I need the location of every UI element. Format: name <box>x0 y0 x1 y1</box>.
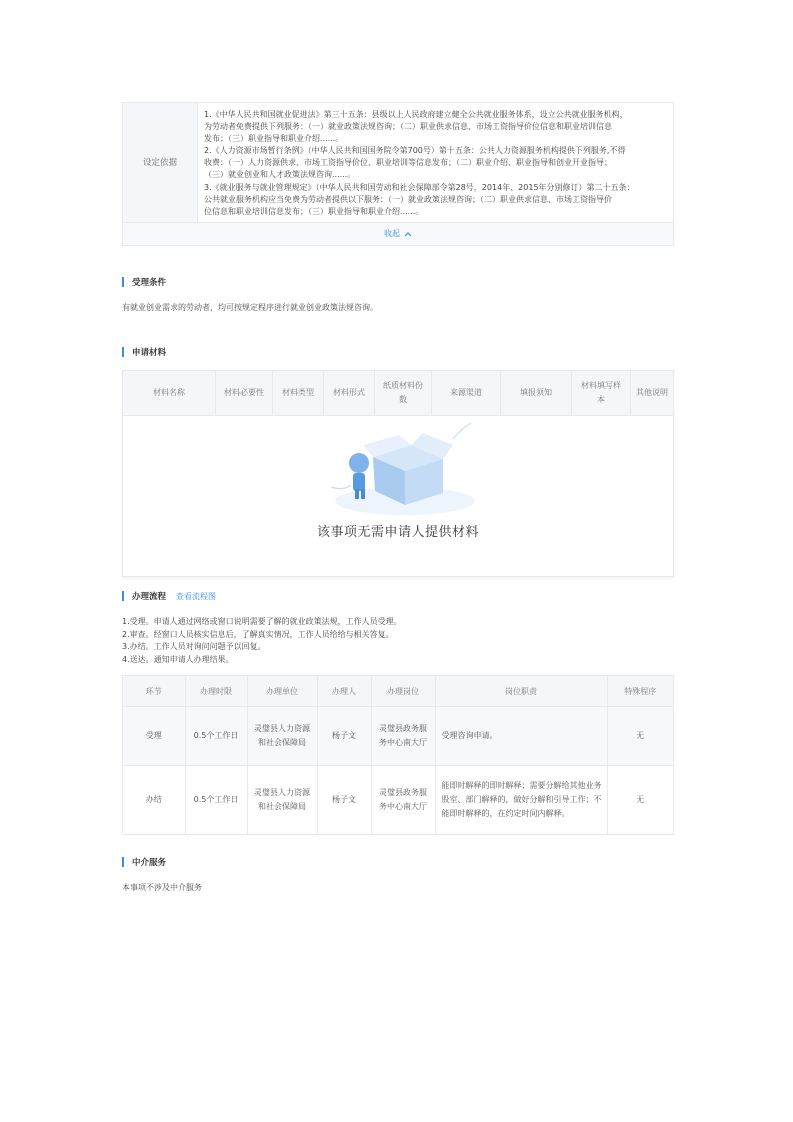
process-step: 4.送达。通知申请人办理结果。 <box>122 654 234 664</box>
table-row <box>123 766 673 835</box>
col-header: 来源渠道 <box>432 371 501 415</box>
col-header: 岗位职责 <box>435 676 607 707</box>
post-cell: 灵璧县政务服务中心南大厅 <box>371 766 435 835</box>
unit-cell: 灵璧县人力资源和社会保障局 <box>247 766 317 835</box>
section-marker <box>122 591 124 601</box>
materials-title-text: 申请材料 <box>132 348 167 358</box>
intermediary-text: 本事项不涉及中介服务 <box>122 883 202 892</box>
conditions-title <box>122 276 166 288</box>
time-cell: 0.5个工作日 <box>185 766 247 835</box>
materials-header <box>123 371 673 416</box>
section-marker <box>122 347 124 357</box>
col-header: 材料形式 <box>324 371 375 415</box>
unit-cell: 灵璧县人力资源和社会保障局 <box>247 707 317 766</box>
process-step: 1.受理。申请人通过网络或窗口说明需要了解的就业政策法规，工作人员受理。 <box>122 617 402 626</box>
col-header: 纸质材料份数 <box>375 371 432 415</box>
time-cell: 0.5个工作日 <box>185 707 247 766</box>
process-title <box>122 590 216 602</box>
intermediary-title <box>122 856 166 868</box>
basis-label: 设定依据 <box>123 103 198 222</box>
post-cell: 灵璧县政务服务中心南大厅 <box>371 707 435 766</box>
basis-line: 发布；（三）职业指导和职业介绍......。 <box>204 134 344 144</box>
col-header: 办理岗位 <box>371 676 435 707</box>
empty-box-illustration <box>303 419 493 519</box>
chevron-up-icon <box>404 231 412 237</box>
process-step: 2.审查。经窗口人员核实信息后，了解真实情况，工作人员给给与相关答复。 <box>122 629 394 639</box>
stage-cell: 受理 <box>123 707 185 766</box>
col-header: 特殊程序 <box>607 676 673 707</box>
special-cell: 无 <box>607 707 673 766</box>
basis-line: 位信息和职业培训信息发布；（三）职业指导和职业介绍......。 <box>204 206 424 216</box>
materials-table <box>122 370 674 577</box>
col-header: 办理单位 <box>247 676 317 707</box>
basis-line: 为劳动者免费提供下列服务：（一）就业政策法规咨询；（二）职业供求信息、市场工资指导价位信息和职业培训信息 <box>204 122 612 132</box>
col-header: 办理时限 <box>185 676 247 707</box>
process-title-text: 办理流程 <box>132 592 167 602</box>
basis-line: 1.《中华人民共和国就业促进法》第三十五条：县级以上人民政府建立健全公共就业服务体系，设立公共就业服务机构， <box>204 110 628 119</box>
process-step: 3.办结。工作人员对询问问题予以回复。 <box>122 642 266 651</box>
basis-row <box>123 103 673 222</box>
special-cell: 无 <box>636 795 645 804</box>
basis-line: 公共就业服务机构应当免费为劳动者提供以下服务：（一）就业政策法规咨询；（二）职业供求信息、市场工资指导价 <box>204 194 612 204</box>
view-flowchart-link[interactable]: 查看流程图 <box>176 591 217 601</box>
col-header: 填报须知 <box>501 371 572 415</box>
materials-title <box>122 346 166 358</box>
intermediary-title-text: 中介服务 <box>132 858 167 868</box>
stage-cell: 办结 <box>123 766 185 835</box>
process-table <box>122 675 674 835</box>
basis-line: （三）就业创业和人才政策法规咨询......。 <box>204 170 356 180</box>
duty-cell: 能即时解释的即时解释；需要分解给其他业务股室、部门解释的，做好分解和引导工作；不能即时解释的，在约定时间内解释。 <box>435 766 607 835</box>
process-steps <box>122 616 402 666</box>
person-cell: 杨子文 <box>317 707 371 766</box>
duty-cell: 受理咨询申请。 <box>435 707 607 766</box>
col-header: 环节 <box>123 676 185 707</box>
table-row <box>123 707 673 766</box>
basis-panel <box>122 102 674 246</box>
basis-line: 3.《就业服务与就业管理规定》（中华人民共和国劳动和社会保障部令第28号，2014年、2015年分别修订）第二十五条： <box>204 182 635 192</box>
col-header: 材料填写样本 <box>572 371 631 415</box>
conditions-text: 有就业创业需求的劳动者，均可按规定程序进行就业创业政策法规咨询。 <box>122 303 378 312</box>
collapse-label: 收起 <box>384 229 400 239</box>
person-cell: 杨子文 <box>317 766 371 835</box>
col-header: 材料名称 <box>123 371 216 415</box>
section-marker <box>122 857 124 867</box>
section-marker <box>122 277 124 287</box>
col-header: 办理人 <box>317 676 371 707</box>
col-header: 材料类型 <box>273 371 324 415</box>
basis-line: 收费：（一）人力资源供求、市场工资指导价位、职业培训等信息发布；（二）职业介绍、职业指导和创业开业指导； <box>204 158 612 168</box>
col-header: 其他说明 <box>636 388 668 397</box>
collapse-button[interactable] <box>123 222 673 245</box>
conditions-title-text: 受理条件 <box>132 278 167 288</box>
empty-state-text: 该事项无需申请人提供材料 <box>316 525 479 540</box>
process-header-row <box>123 676 673 707</box>
basis-line: 2.《人力资源市场暂行条例》（中华人民共和国国务院令第700号）第十五条：公共人力资源服务机构提供下列服务,不得 <box>204 146 626 156</box>
col-header: 材料必要性 <box>216 371 273 415</box>
basis-text <box>198 103 673 222</box>
